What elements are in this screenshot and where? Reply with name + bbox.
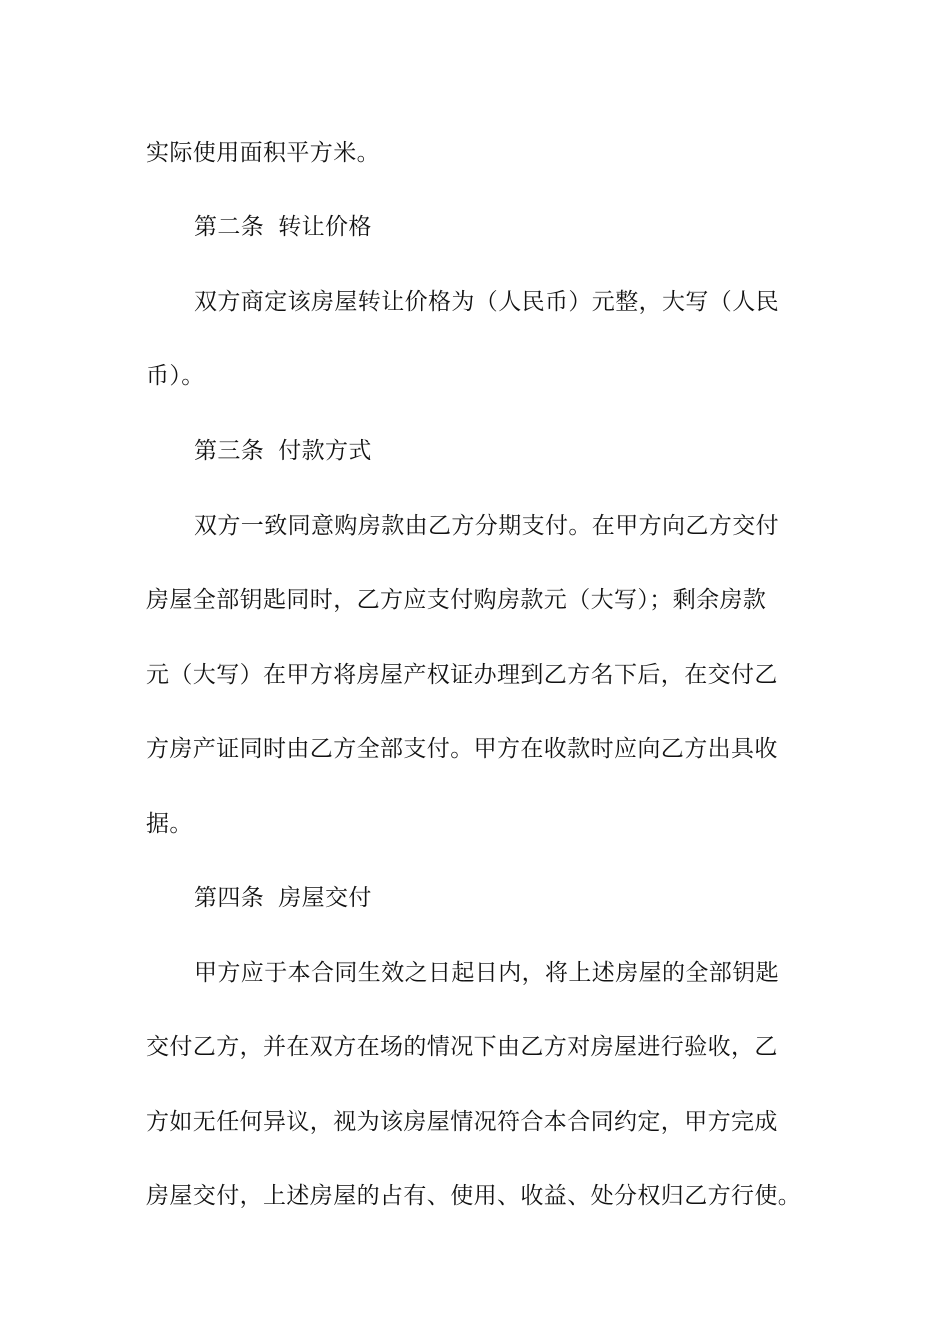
paragraph-line: 房屋全部钥匙同时，乙方应支付购房款元（大写）；剩余房款 bbox=[146, 587, 767, 613]
paragraph-line: 双方一致同意购房款由乙方分期支付。在甲方向乙方交付 bbox=[194, 513, 779, 539]
paragraph-line: 房屋交付，上述房屋的占有、使用、收益、处分权归乙方行使。 bbox=[146, 1183, 802, 1209]
paragraph-line: 双方商定该房屋转让价格为（人民币）元整，大写（人民 bbox=[194, 289, 779, 315]
article-number: 第四条 bbox=[194, 885, 265, 911]
paragraph-line: 甲方应于本合同生效之日起日内，将上述房屋的全部钥匙 bbox=[194, 960, 779, 986]
paragraph-line: 方房产证同时由乙方全部支付。甲方在收款时应向乙方出具收 bbox=[146, 736, 778, 762]
article-heading bbox=[194, 212, 372, 242]
paragraph-line: 交付乙方，并在双方在场的情况下由乙方对房屋进行验收，乙 bbox=[146, 1034, 778, 1060]
paragraph-line: 据。 bbox=[146, 811, 193, 837]
article-title: 付款方式 bbox=[278, 438, 372, 464]
article-title: 转让价格 bbox=[278, 214, 372, 240]
article-number: 第二条 bbox=[194, 214, 265, 240]
article-heading bbox=[194, 436, 372, 466]
paragraph-line: 币）。 bbox=[146, 363, 205, 389]
article-number: 第三条 bbox=[194, 438, 265, 464]
paragraph-line: 实际使用面积平方米。 bbox=[146, 140, 380, 166]
paragraph-line: 方如无任何异议，视为该房屋情况符合本合同约定，甲方完成 bbox=[146, 1109, 778, 1135]
article-heading bbox=[194, 883, 372, 913]
article-title: 房屋交付 bbox=[278, 885, 372, 911]
paragraph-line: 元（大写）在甲方将房屋产权证办理到乙方名下后，在交付乙 bbox=[146, 662, 778, 688]
